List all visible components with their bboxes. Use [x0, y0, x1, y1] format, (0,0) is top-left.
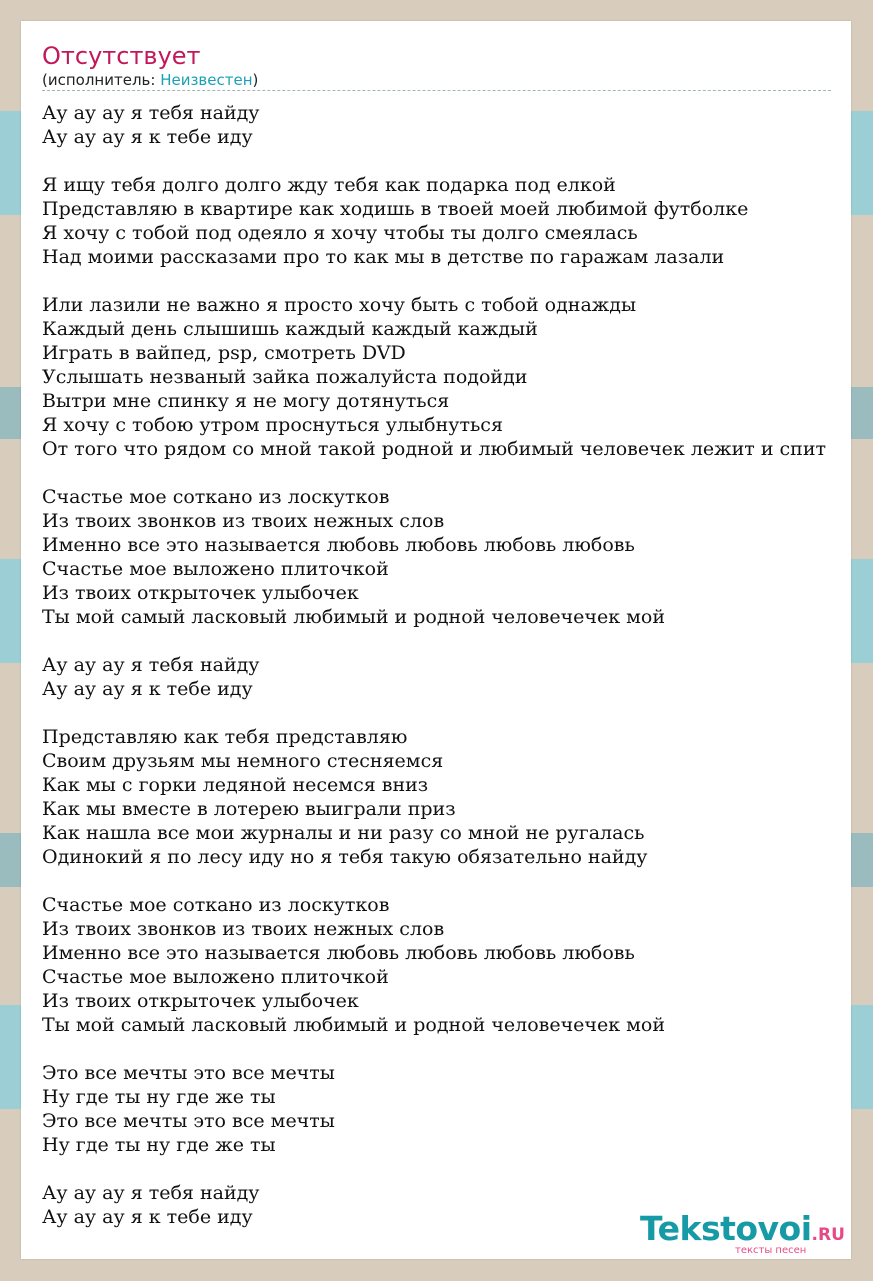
lyric-line: Счастье мое выложено плиточкой: [42, 966, 389, 988]
stanza-gap: [42, 269, 826, 293]
artist-line: [42, 71, 258, 89]
lyric-line: Ну где ты ну где же ты: [42, 1086, 276, 1108]
stanza-gap: [42, 461, 826, 485]
artist-suffix: ): [252, 71, 259, 89]
lyric-line: Ты мой самый ласковый любимый и родной человечечек мой: [42, 1014, 665, 1036]
lyric-line: Из твоих звонков из твоих нежных слов: [42, 510, 445, 532]
lyric-line: Как нашла все мои журналы и ни разу со мной не ругалась: [42, 822, 645, 844]
lyric-line: Или лазили не важно я просто хочу быть с тобой однажды: [42, 294, 637, 316]
lyric-line: Ау ау ау я к тебе иду: [42, 1206, 253, 1228]
lyric-line: Ау ау ау я тебя найду: [42, 1182, 260, 1204]
lyric-line: Из твоих звонков из твоих нежных слов: [42, 918, 445, 940]
site-logo[interactable]: [640, 1211, 850, 1259]
lyric-line: Как мы с горки ледяной несемся вниз: [42, 774, 429, 796]
lyric-line: Именно все это называется любовь любовь любовь любовь: [42, 534, 635, 556]
lyric-line: Каждый день слышишь каждый каждый каждый: [42, 318, 538, 340]
stanza-gap: [42, 149, 826, 173]
logo-tagline: тексты песен: [735, 1245, 807, 1256]
stanza-gap: [42, 869, 826, 893]
lyric-line: Из твоих открыточек улыбочек: [42, 582, 359, 604]
lyric-line: От того что рядом со мной такой родной и любимый человечек лежит и спит: [42, 438, 827, 460]
lyric-line: Над моими рассказами про то как мы в детстве по гаражам лазали: [42, 246, 725, 268]
lyric-line: Ау ау ау я тебя найду: [42, 102, 260, 124]
lyric-line: Своим друзьям мы немного стесняемся: [42, 750, 444, 772]
lyric-line: Ау ау ау я к тебе иду: [42, 126, 253, 148]
lyric-line: Ты мой самый ласковый любимый и родной человечечек мой: [42, 606, 665, 628]
lyric-line: Ну где ты ну где же ты: [42, 1134, 276, 1156]
lyrics-card: [21, 21, 851, 1259]
lyric-line: Именно все это называется любовь любовь любовь любовь: [42, 942, 635, 964]
lyric-line: Представляю как тебя представляю: [42, 726, 408, 748]
stanza-gap: [42, 701, 826, 725]
stanza-gap: [42, 1037, 826, 1061]
song-title: Отсутствует: [42, 42, 201, 70]
artist-prefix: (исполнитель:: [42, 71, 161, 89]
lyric-line: Одинокий я по лесу иду но я тебя такую обязательно найду: [42, 846, 648, 868]
stanza-gap: [42, 629, 826, 653]
lyric-line: Я хочу с тобою утром проснуться улыбнуться: [42, 414, 503, 436]
lyric-line: Как мы вместе в лотерею выиграли приз: [42, 798, 456, 820]
lyric-line: Из твоих открыточек улыбочек: [42, 990, 359, 1012]
logo-main-text: Tekstovoi: [640, 1209, 812, 1248]
lyric-line: Я ищу тебя долго долго жду тебя как подарка под елкой: [42, 174, 616, 196]
lyric-line: Счастье мое соткано из лоскутков: [42, 486, 390, 508]
lyric-line: Счастье мое соткано из лоскутков: [42, 894, 390, 916]
lyric-line: Ау ау ау я тебя найду: [42, 654, 260, 676]
lyric-line: Играть в вайпед, psp, смотреть DVD: [42, 342, 406, 364]
lyrics-text: [42, 101, 826, 1229]
lyric-line: Я хочу с тобой под одеяло я хочу чтобы ты долго смеялась: [42, 222, 638, 244]
lyric-line: Это все мечты это все мечты: [42, 1062, 335, 1084]
lyric-line: Услышать незваный зайка пожалуйста подойди: [42, 366, 528, 388]
lyric-line: Представляю в квартире как ходишь в твоей моей любимой футболке: [42, 198, 749, 220]
stanza-gap: [42, 1157, 826, 1181]
lyric-line: Вытри мне спинку я не могу дотянуться: [42, 390, 450, 412]
title-divider: [42, 90, 831, 91]
artist-link[interactable]: Неизвестен: [160, 71, 253, 89]
lyric-line: Ау ау ау я к тебе иду: [42, 678, 253, 700]
lyric-line: Счастье мое выложено плиточкой: [42, 558, 389, 580]
logo-domain-suffix: .RU: [811, 1225, 845, 1245]
lyric-line: Это все мечты это все мечты: [42, 1110, 335, 1132]
